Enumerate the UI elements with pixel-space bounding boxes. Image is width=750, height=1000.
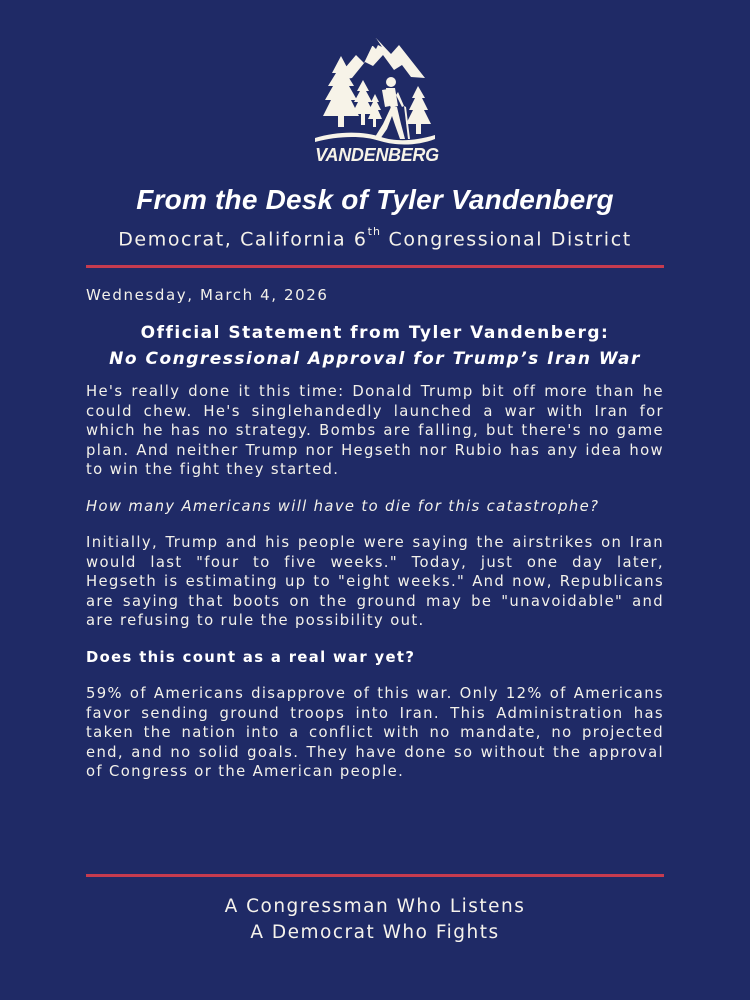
body-paragraph: He's really done it this time: Donald Trump bit off more than he could chew. He's singlehandedly launched a war with Iran for which he has no strategy. Bombs are falling, but there's no game plan. And neither Trump nor Hegseth nor Rubio has any idea how to win the fight they started. — [86, 383, 664, 478]
statement-date: Wednesday, March 4, 2026 — [86, 286, 329, 304]
logo-text: VANDENBERG — [315, 145, 439, 165]
snow-ground-icon — [315, 133, 435, 145]
headline-line-2: No Congressional Approval for Trump’s Iran War — [109, 349, 641, 369]
headline-line-1: Official Statement from Tyler Vandenberg: — [140, 323, 610, 343]
body-paragraph: Initially, Trump and his people were saying the airstrikes on Iran would last "four to five weeks." Today, just one day later, Hegseth is estimating up to "eight weeks." And now, Republicans are saying that boots on the ground may be "unavoidable" and are refusing to rule the possibility out. — [86, 534, 664, 629]
top-divider — [86, 265, 664, 268]
body-question: How many Americans will have to die for this catastrophe? — [86, 497, 600, 515]
statement-headline — [0, 320, 750, 372]
logo-graphic — [307, 28, 447, 170]
page-title: From the Desk of Tyler Vandenberg — [136, 184, 614, 215]
body-paragraph: 59% of Americans disapprove of this war. Only 12% of Americans favor sending ground troops into Iran. This Administration has taken the nation into a conflict with no mandate, no projected end, and no solid goals. They have done so without the approval of Congress or the American people. — [86, 685, 664, 780]
tagline-line-1: A Congressman Who Listens — [224, 896, 526, 917]
district-ordinal-superscript: th — [367, 225, 381, 238]
body-callout: Does this count as a real war yet? — [86, 648, 416, 666]
tagline-line-2: A Democrat Who Fights — [250, 922, 500, 943]
district-subtitle — [0, 225, 750, 251]
district-subtitle-suffix: Congressional District — [380, 228, 632, 251]
hiker-icon — [375, 77, 410, 139]
campaign-tagline — [0, 894, 750, 946]
district-subtitle-prefix: Democrat, California 6 — [118, 228, 368, 251]
bottom-divider — [86, 874, 664, 877]
pine-tree-icon — [406, 86, 431, 134]
vandenberg-logo — [307, 28, 447, 170]
statement-body — [86, 382, 664, 799]
